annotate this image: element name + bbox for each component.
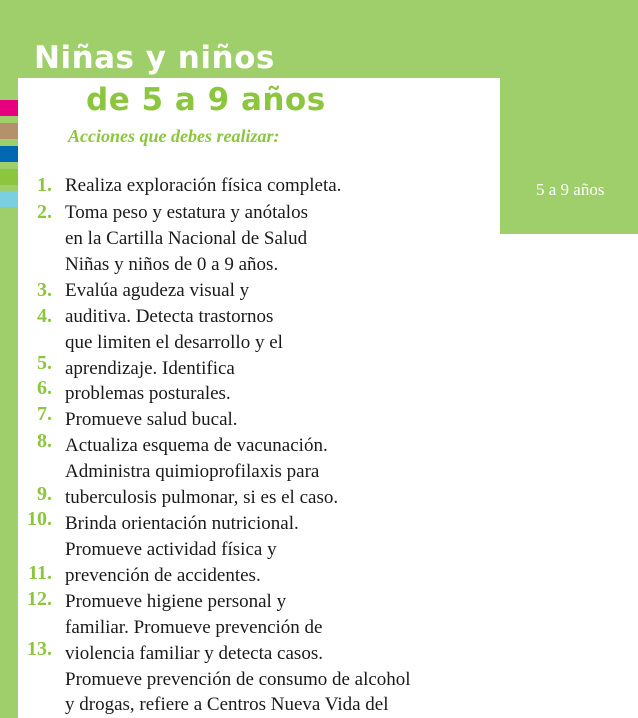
item-number: 4. <box>37 305 52 327</box>
item-number: 9. <box>37 483 52 505</box>
color-swatch-magenta <box>0 100 18 116</box>
item-number: 7. <box>37 403 52 425</box>
item-number: 5. <box>37 352 52 374</box>
list-text-line: Actualiza esquema de vacunación. <box>65 435 328 456</box>
age-range-label: 5 a 9 años <box>536 180 605 199</box>
list-text-line: Promueve higiene personal y <box>65 591 287 612</box>
item-number: 8. <box>37 430 52 452</box>
list-text-line: Promueve actividad física y <box>65 539 277 560</box>
list-text-line: Evalúa agudeza visual y <box>65 280 250 301</box>
list-text-line: Administra quimioprofilaxis para <box>65 461 320 482</box>
item-number: 2. <box>37 201 52 223</box>
list-text-line: problemas posturales. <box>65 383 231 404</box>
list-text-line: Promueve prevención de consumo de alcohol <box>65 669 411 690</box>
item-number: 13. <box>27 638 52 660</box>
list-text-line: Brinda orientación nutricional. <box>65 513 299 534</box>
list-text-line: Toma peso y estatura y anótalos <box>65 202 308 223</box>
list-text-line: tuberculosis pulmonar, si es el caso. <box>65 487 339 508</box>
item-number: 10. <box>27 508 52 530</box>
item-number: 1. <box>37 174 52 196</box>
item-number: 12. <box>27 588 52 610</box>
list-text-line: que limiten el desarrollo y el <box>65 332 283 353</box>
list-text-line: violencia familiar y detecta casos. <box>65 643 323 664</box>
list-text-line: Niñas y niños de 0 a 9 años. <box>65 254 279 275</box>
list-text-line: Realiza exploración física completa. <box>65 175 342 196</box>
section-subtitle: Acciones que debes realizar: <box>68 126 280 146</box>
list-text-line: auditiva. Detecta trastornos <box>65 306 274 327</box>
item-number: 11. <box>28 562 52 584</box>
right-white-area <box>500 234 638 718</box>
color-swatch-tan <box>0 123 18 139</box>
list-text-line: y drogas, refiere a Centros Nueva Vida del <box>65 694 389 715</box>
title-line-2: de 5 a 9 años <box>86 82 326 118</box>
item-number: 6. <box>37 377 52 399</box>
title-line-1: Niñas y niños <box>34 40 275 76</box>
list-text-line: prevención de accidentes. <box>65 565 261 586</box>
list-text-line: en la Cartilla Nacional de Salud <box>65 228 308 249</box>
color-swatch-blue <box>0 146 18 162</box>
list-text-line: Promueve salud bucal. <box>65 409 238 430</box>
list-text-line: aprendizaje. Identifica <box>65 358 235 379</box>
list-text-line: familiar. Promueve prevención de <box>65 617 323 638</box>
item-number: 3. <box>37 279 52 301</box>
